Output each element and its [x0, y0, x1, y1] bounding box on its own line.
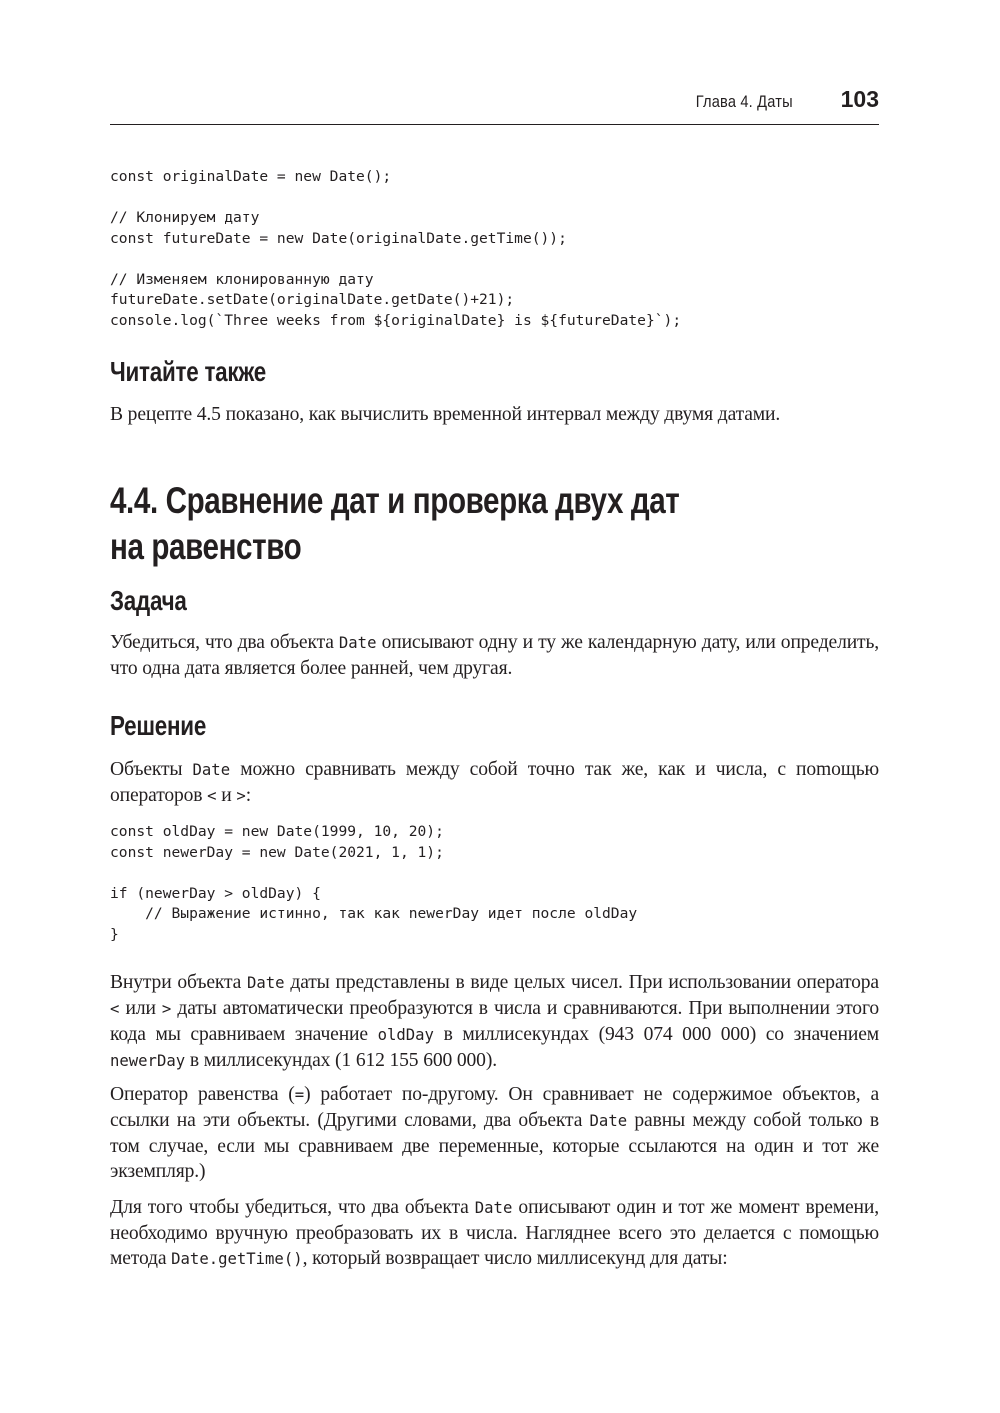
code-block-compare-dates: const oldDay = new Date(1999, 10, 20); const newerDay = new Date(2021, 1, 1); if (newerDay > oldDay) { // Выражение истинно, так как newerDay идет после oldDay }: [110, 823, 638, 943]
inline-code: <: [207, 787, 217, 805]
task-heading: Задача: [110, 585, 187, 616]
inline-code: Date: [589, 1112, 628, 1130]
chapter-title: Глава 4. Даты: [696, 92, 793, 111]
page-header: [110, 86, 879, 125]
inline-code: Date: [338, 634, 377, 652]
inline-code: <: [110, 1000, 120, 1018]
solution-heading: Решение: [110, 710, 207, 741]
solution-paragraph-3: Оператор равенства (=) работает по-другому. Он сравнивает не содержимое объектов, а ссылки на эти объекты. (Другими словами, два объекта Date равны между собой только в том случае, если мы сравниваем две переменные, которые ссылаются на один и тот же экземпляр.): [110, 1084, 879, 1182]
solution-paragraph-4: Для того чтобы убедиться, что два объекта Date описывают один и тот же момент времени, необходимо вручную преобразовать их в числа. Нагляднее всего это делается с помощью метода Date.getTime(), который возвращает число миллисекунд для даты:: [110, 1197, 879, 1269]
see-also-text: В рецепте 4.5 показано, как вычислить временной интервал между двумя датами.: [110, 404, 781, 425]
task-text: Убедиться, что два объекта Date описывают одну и ту же календарную дату, или определить, что одна дата является более ранней, чем другая.: [110, 632, 879, 679]
section-title-line-2: на равенство: [110, 526, 302, 567]
section-title: [110, 478, 679, 570]
inline-code: oldDay: [377, 1026, 434, 1044]
inline-code: =: [294, 1086, 305, 1104]
inline-code: Date.getTime(): [171, 1250, 303, 1268]
inline-code: Date: [192, 761, 231, 779]
inline-code: Date: [474, 1199, 513, 1217]
inline-code: newerDay: [110, 1052, 186, 1070]
inline-code: >: [236, 787, 246, 805]
page-number: 103: [840, 86, 879, 112]
inline-code: Date: [247, 974, 285, 992]
code-block-clone-date: const originalDate = new Date(); // Клонируем дату const futureDate = new Date(originalDate.getTime()); // Изменяем клонированную дату futureDate.setDate(originalDate.getDate()+21); console.log(`Three weeks from ${originalDate} is ${futureDate}`);: [110, 168, 682, 329]
inline-code: >: [161, 1000, 172, 1018]
see-also-heading: Читайте также: [110, 356, 266, 387]
solution-paragraph-2: Внутри объекта Date даты представлены в виде целых чисел. При использовании оператора < или > даты автоматически преобразуются в числа и сравниваются. При выполнении этого кода мы сравниваем значение oldDay в миллисекундах (943 074 000 000) со значением newerDay в миллисекундах (1 612 155 600 000).: [110, 972, 879, 1071]
section-title-line-1: 4.4. Сравнение дат и проверка двух дат: [110, 480, 680, 521]
solution-paragraph-1: Объекты Date можно сравнивать между собой точно так же, как и числа, с поmощью операторов < и >:: [110, 759, 879, 806]
